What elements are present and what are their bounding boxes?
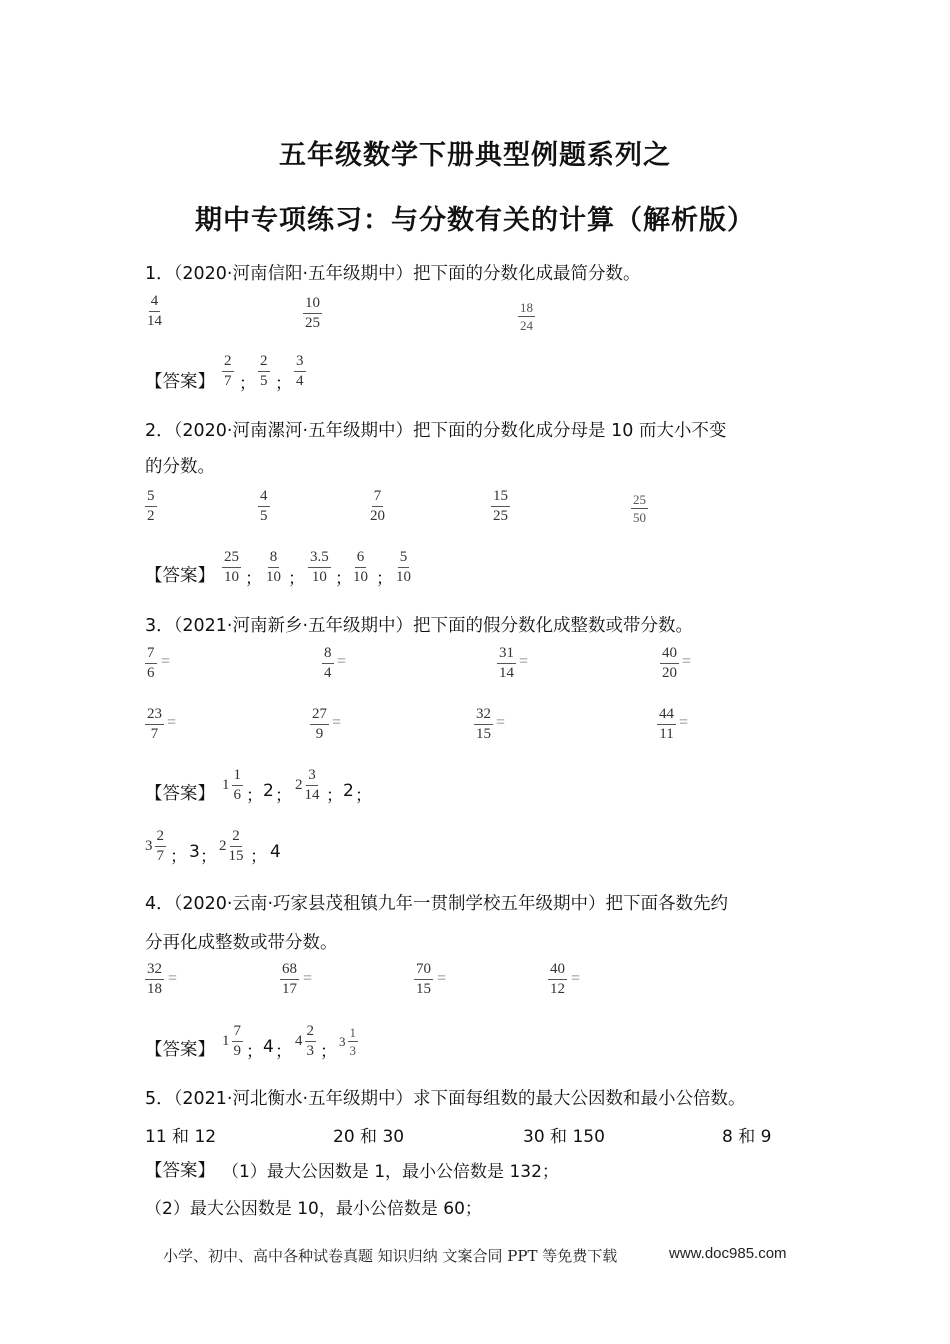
fraction: $\frac{23}{7}$ (147, 706, 162, 742)
equals-sign: = (679, 714, 689, 731)
fraction: $\frac{40}{20}$ (662, 645, 677, 681)
fraction: $\frac{18}{24}$ (520, 300, 533, 333)
question-3: 3．（2021·河南新乡·五年级期中）把下面的假分数化成整数或带分数。 (145, 616, 694, 636)
question-2-line-2: 的分数。 (145, 457, 215, 477)
fraction: $\frac{44}{11}$ (659, 706, 674, 742)
answer-fraction: $\frac{25}{10}$ (224, 549, 239, 585)
equals-sign: = (571, 970, 581, 987)
separator: ； (170, 847, 187, 867)
equals-sign: = (303, 970, 313, 987)
answer-fraction: $\frac{6}{10}$ (353, 549, 368, 585)
question-4-line-2: 分再化成整数或带分数。 (145, 933, 338, 953)
fraction: $\frac{5}{2}$ (147, 488, 155, 524)
equals-sign: = (496, 714, 506, 731)
fraction: $\frac{32}{15}$ (476, 706, 491, 742)
separator: ； (245, 569, 262, 589)
fraction: $\frac{10}{25}$ (305, 295, 320, 331)
fraction: $\frac{32}{18}$ (147, 961, 162, 997)
question-5: 5．（2021·河北衡水·五年级期中）求下面每组数的最大公因数和最小公倍数。 (145, 1089, 746, 1109)
fraction: $\frac{27}{9}$ (312, 706, 327, 742)
answer-mixed-number: 3 $\frac{2}{7}$ (145, 828, 164, 864)
answer-mixed-number: 1 $\frac{7}{9}$ (222, 1023, 241, 1059)
separator: ； (288, 569, 305, 589)
separator: ； (200, 847, 217, 867)
separator: ； (326, 786, 343, 806)
fraction: $\frac{31}{14}$ (499, 645, 514, 681)
answer-value: 4 (270, 842, 281, 862)
separator: ； (275, 786, 292, 806)
separator: ； (335, 569, 352, 589)
separator: ； (376, 569, 393, 589)
fraction: $\frac{7}{6}$ (147, 645, 155, 681)
separator: ； (275, 374, 292, 394)
answer-line-1: （1）最大公因数是 1，最小公倍数是 132； (222, 1162, 559, 1182)
number-group: 20 和 30 (333, 1127, 405, 1147)
question-4-line-1: 4．（2020·云南·巧家县茂租镇九年一贯制学校五年级期中）把下面各数先约 (145, 894, 729, 914)
answer-fraction: $\frac{2}{5}$ (260, 353, 268, 389)
separator: ； (250, 847, 267, 867)
question-2-line-1: 2．（2020·河南漯河·五年级期中）把下面的分数化成分母是 10 而大小不变 (145, 421, 727, 441)
answer-fraction: $\frac{8}{10}$ (266, 549, 281, 585)
answer-fraction: $\frac{3.5}{10}$ (310, 549, 329, 585)
separator: ； (275, 1042, 292, 1062)
separator: ； (239, 374, 256, 394)
answer-label: 【答案】 (145, 372, 215, 392)
equals-sign: = (682, 653, 692, 670)
title-line-1: 五年级数学下册典型例题系列之 (279, 140, 671, 171)
answer-fraction: $\frac{3}{4}$ (296, 353, 304, 389)
answer-label: 【答案】 (145, 784, 215, 804)
separator: ； (246, 786, 263, 806)
answer-mixed-number: 3 $\frac{1}{3}$ (339, 1025, 356, 1058)
answer-fraction: $\frac{2}{7}$ (224, 353, 232, 389)
equals-sign: = (519, 653, 529, 670)
title-line-2: 期中专项练习：与分数有关的计算（解析版） (195, 205, 755, 236)
number-group: 8 和 9 (722, 1127, 772, 1147)
footer-url[interactable]: www.doc985.com (669, 1245, 787, 1262)
answer-value: 2 (343, 781, 354, 801)
answer-mixed-number: 4 $\frac{2}{3}$ (295, 1023, 314, 1059)
fraction: $\frac{8}{4}$ (324, 645, 332, 681)
fraction: $\frac{40}{12}$ (550, 961, 565, 997)
separator: ； (355, 786, 372, 806)
answer-line-2: （2）最大公因数是 10，最小公倍数是 60； (145, 1199, 482, 1219)
answer-mixed-number: 1 $\frac{1}{6}$ (222, 767, 241, 803)
question-1: 1．（2020·河南信阳·五年级期中）把下面的分数化成最简分数。 (145, 264, 641, 284)
fraction: $\frac{68}{17}$ (282, 961, 297, 997)
separator: ； (320, 1042, 337, 1062)
answer-label: 【答案】 (145, 1040, 215, 1060)
equals-sign: = (161, 653, 171, 670)
fraction: $\frac{15}{25}$ (493, 488, 508, 524)
footer-text: 小学、初中、高中各种试卷真题 知识归纳 文案合同 PPT 等免费下载 (163, 1247, 618, 1265)
equals-sign: = (167, 714, 177, 731)
separator: ； (246, 1042, 263, 1062)
answer-value: 3 (189, 842, 200, 862)
answer-fraction: $\frac{5}{10}$ (396, 549, 411, 585)
equals-sign: = (437, 970, 447, 987)
fraction: $\frac{4}{5}$ (260, 488, 268, 524)
answer-mixed-number: 2 $\frac{3}{14}$ (295, 767, 320, 803)
fraction: $\frac{4}{14}$ (147, 293, 162, 329)
fraction: $\frac{70}{15}$ (416, 961, 431, 997)
equals-sign: = (332, 714, 342, 731)
number-group: 30 和 150 (523, 1127, 605, 1147)
fraction: $\frac{25}{50}$ (633, 492, 646, 525)
equals-sign: = (168, 970, 178, 987)
answer-value: 2 (263, 781, 274, 801)
number-group: 11 和 12 (145, 1127, 217, 1147)
answer-value: 4 (263, 1037, 274, 1057)
answer-mixed-number: 2 $\frac{2}{15}$ (219, 828, 244, 864)
fraction: $\frac{7}{20}$ (370, 488, 385, 524)
answer-label: 【答案】 (145, 1161, 215, 1181)
answer-label: 【答案】 (145, 566, 215, 586)
equals-sign: = (337, 653, 347, 670)
